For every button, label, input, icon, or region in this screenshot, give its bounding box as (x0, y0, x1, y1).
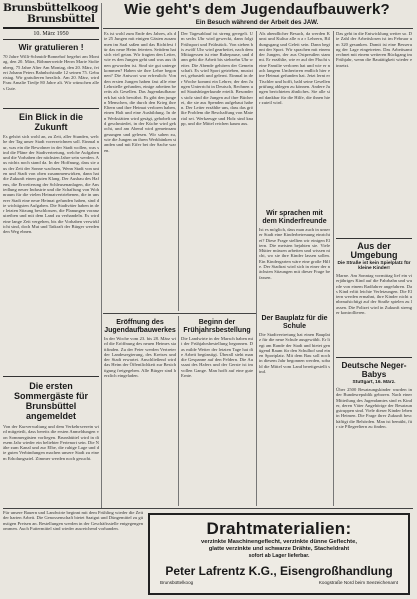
column-rule (178, 316, 179, 506)
column-rule (101, 3, 102, 508)
umgebung-kicker: Die Straße ist kein Spielplatz für kleine Kinder! (337, 261, 411, 271)
greeting-heading: Wir gratulieren ! (18, 42, 84, 52)
eroeffnung-section (104, 316, 176, 506)
ad-foot-left: Brunsbüttelkoog (160, 580, 194, 585)
right-top-text: Das geht in die Entwicklung weiter so. Die Zahl der Arbeitslosen ist im Februar um 320 gesunken. Damit ist eine Besserung der Lage eingetreten. Das Arbeitsamt rechnet mit einem weiteren Rückgang im Frühjahr, wenn die Bautätigkeit wieder einsetzt. (336, 31, 412, 68)
schule-heading: Der Bauplatz für die Schule (261, 315, 328, 330)
ad-line-1: verzinkte Maschinengeflecht, verzinkte dünne Geflechte, (201, 539, 357, 545)
ad-line-3: sofort ab Lager lieferbar. (248, 553, 310, 559)
sommer-text: Von der Kurverwaltung und dem Verkehrsverein wird mitgeteilt, dass bereits die ersten Anmeldungen von Sommergästen vorliegen. Brunsbüttel wird in diesem Jahr wieder ein beliebter Ferienort sein. Die Nähe zum Kanal und zur Elbe, die ruhige Lage und die guten Verbindungen machen unsere Stadt zu einem Erholungsziel. Zimmer werden noch gesucht. (3, 424, 99, 461)
article-column-2: Der Tagesablauf ist streng geregelt. Um sechs Uhr wird geweckt, dann folgt Frühsport und Frühstück. Von sieben bis zwölf Uhr wird gearbeitet, nach dem Mittagessen ist eine Ruhepause, und dann geht die Arbeit bis siebzehn Uhr weiter. Die Abende gehören der Gemeinschaft. Es wird Sport getrieben, musiziert, gebastelt und gelernt. Einmal in der Woche kommt ein Lehrer, der den Jungen Unterricht in Deutsch, Rechnen und Staatsbürgerkunde erteilt. Besonders stolz sind die Jungen auf ihre Bücherei, die sie aus Spenden aufgebaut haben. Der Leiter erzählte uns, dass das größte Problem die Beschaffung von Material sei. Werkzeuge und Holz sind knapp, und die Mittel reichen kaum aus. (181, 31, 253, 127)
column-rule (256, 31, 257, 311)
masthead (3, 3, 99, 25)
fruehjahr-section (181, 316, 253, 506)
bottom-rule (3, 508, 413, 509)
article-header (102, 2, 412, 26)
umgebung-text: Marne. Am Sonntag vormittag lief ein vierjähriges Kind auf die Fahrbahn und wurde von einem Radfahrer angefahren. Das Kind erlitt leichte Verletzungen. Die Eltern werden ermahnt, ihre Kinder nicht unbeaufsichtigt auf der Straße spielen zu lassen. Die Polizei wird in Zukunft strenger kontrollieren. (336, 273, 412, 316)
divider (336, 238, 412, 239)
fruehjahr-heading: Beginn der Frühjahrsbestellung (183, 319, 251, 334)
divider (336, 357, 412, 358)
divider (3, 108, 99, 109)
masthead-rule (3, 27, 99, 29)
ad-footer (150, 578, 408, 585)
kinder-heading: Wir sprachen mit dem Kinderfreunde (262, 210, 327, 225)
divider (3, 376, 99, 377)
article-column-3: Als abendlicher Besuch, da werden Kunst und Kultur alle n a r Lehrern, Bildungsgang und Geleit sein. Dann beginnt der Sport. Wir sprachen mit einem der Jungen, der aus Ostpreußen stammt. Er erzählte, wie er auf der Flucht seine Familie verloren hat und wie er nach langem Umherirren endlich hier eine Heimat gefunden hat. Jetzt lernt er Tischler und hofft, bald seine Gesellenprüfung ablegen zu können. Andere Jungen berichteten ähnliches. Sie alle sind dankbar für die Hilfe, die ihnen hier zuteil wird. (259, 31, 330, 105)
dateline: 10. März 1950 (33, 31, 69, 37)
ad-title: Drahtmaterialien: (206, 519, 352, 538)
ad-company: Peter Lafrentz K.G., Eisengroßhandlung (165, 564, 393, 578)
greeting-text: 70 Jahre Willi-Schmidt-Bonnehof begehrt am Montag, den 20. März, Böhmerweide Herrn Marie Stoltenberg. 75 Jahre Alter Am Montag, den 20. März, feiert Johann Peters Bahnhofstraße 12 seinen 75. Geburtstag. Wir gratulieren herzlich. Am 20. März, wird Frau Amalie Tiedje 80 Jahre alt. Wir wünschen alles Gute. (3, 54, 99, 91)
blick-text: Es gehört sich wohl an, zu Zeit, aller Stunden, welche der Tag unser Stadt vorerzeichnen soll. Einmal nur, was ein die Bewohner in der Stadt wollen, was sind die Pläne der Stadtvertretung, welche Aufgaben und die Vorhaben der nächsten Jahre sein werden. Aus nichts noch stand da. In der Hoffnung, dass sie aus der Zeit der Sonne wachsen, Wenn Stadt von unten und Stadt von oben zusammenwirken, dann hat die Zukunft einen guten Klang. Der Ausbau des Hafens, die Erweiterung der Schleusenanlagen, die Ansiedlung neuer Industrie und die Schaffung von Wohnraum für die vielen Heimatvertriebenen, die in unserer Stadt eine neue Heimat gefunden haben, sind die wichtigsten Aufgaben. Die Stadtväter haben in der letzten Sitzung beschlossen, die Planungen voranzutreiben und mit dem Land zu verhandeln. Es wird eine lange Zeit vergehen, bis die Vorhaben verwirklicht sind, doch Mut und Tatkraft der Bürger werden den Weg ebnen. (3, 134, 99, 235)
column-rule (333, 31, 334, 506)
bottom-left-text: Für unsere Bauern und Landwirte beginnt mit dem Frühling wieder die Zeit der harten Arbeit. Die Genossenschaft bietet Saatgut und Düngemittel zu günstigen Preisen an. Bestellungen werden in der Geschäftsstelle entgegengenommen. Auch Futtermittel sind wieder ausreichend vorhanden. (3, 510, 143, 531)
umgebung-heading: Aus der Umgebung (350, 241, 398, 260)
neger-kicker: Stuttgart, 16. März. (352, 380, 396, 385)
kinder-text: Ist es möglich, dass man auch in unserer Stadt eine Kinderbetreuung einrichtet? Diese Frage stellten wir einigen Eltern. Die meisten bejahten sie. Viele Mütter müssen arbeiten und wissen nicht, wo sie ihre Kinder lassen sollen. Ein Kindergarten wäre eine große Hilfe. Der Stadtrat wird sich in einer der nächsten Sitzungen mit dieser Frage befassen. (259, 227, 330, 280)
eroeffnung-text: In der Woche vom 23. bis 28. März wird die Eröffnung des neuen Heimes stattfinden. Zu der Feier werden Vertreter der Landesregierung, des Kreises und der Stadt erwartet. Anschließend wird das Heim der Öffentlichkeit zur Besichtigung freigegeben. Alle Bürger sind herzlich eingeladen. (104, 336, 176, 379)
bottom-left-article (3, 510, 143, 596)
article-title: Wie geht's dem Jugendaufbauwerk? (124, 1, 390, 18)
divider (3, 39, 99, 40)
kinder-section (259, 207, 330, 317)
left-column (3, 3, 99, 506)
masthead-title-2: Brunsbüttel (27, 13, 95, 25)
ad-line-2: glatte verzinkte und schwarze Drähte, Stacheldraht (208, 546, 350, 552)
column-rule (256, 310, 257, 506)
schule-section (259, 312, 330, 507)
neger-text: Über 2500 Besatzungskinder wurden in der Bundesrepublik geboren. Nach einer Mitteilung des Jugendamtes sind es Kinder, deren Väter Angehörige der Besatzungstruppen sind. Viele dieser Kinder leben in Heimen. Die Frage ihrer Zukunft beschäftigt die Behörden. Man ist bemüht, für sie Pflegeeltern zu finden. (336, 387, 412, 430)
article-subtitle: Ein Besuch während der Arbeit des JAW. (195, 19, 319, 26)
title-rule (103, 28, 413, 29)
right-column (336, 31, 412, 505)
neger-heading: Deutsche Neger-Babys (341, 361, 407, 379)
column-rule (178, 31, 179, 311)
section-rule (103, 313, 256, 314)
masthead-title-1: Brunsbüttelkoog (3, 2, 99, 14)
advertisement (148, 513, 410, 595)
fruehjahr-text: Die Landwirte in der Marsch haben mit der Frühjahrsbestellung begonnen. Das milde Wetter der letzten Tage hat die Arbeit begünstigt. Überall sieht man die Gespanne auf den Feldern. Die Aussaat des Hafers und der Gerste ist im vollen Gange. Man hofft auf eine gute Ernte. (181, 336, 253, 379)
eroeffnung-heading: Eröffnung des Jugendaufbauwerkes (104, 319, 176, 334)
schule-text: Die Stadtvertretung hat einen Bauplatz für die neue Schule ausgewählt. Er liegt am Rande der Stadt und bietet genügend Raum für den Schulhof und einen Sportplatz. Mit dem Bau soll noch in diesem Jahr begonnen werden, sobald die Mittel vom Land bereitgestellt sind. (259, 332, 330, 375)
sommer-heading: Die ersten Sommergäste für Brunsbüttel angemeldet (13, 381, 89, 421)
ad-foot-right: Koogstraße Nord beim Seezeichenamt (318, 580, 398, 585)
article-column-1: Es ist wohl zum Ende des Jahres, als die 25 Jungen mit einigen Gästen zusammen im Saal saßen und das Richtfest für das neue Heim feierten. Seitdem hat sich viel getan. Wir fragten den Leiter, wie es den Jungen geht und was aus ihnen geworden ist. Sind sie gut untergekommen? Haben sie ihre Lehre begonnen? Die Antwort war erfreulich: Von den ersten Jungen haben fast alle eine Lehrstelle gefunden, einige arbeiten bereits als Gesellen. Das Jugendaufbauwerk hat sich bewährt. Es gibt den jungen Menschen, die durch den Krieg ihre Eltern und ihre Heimat verloren haben, einen Halt und eine Ausbildung. In den Werkstätten wird gesägt, gehobelt und geschmiedet, in der Küche wird gekocht, und am Abend wird gemeinsam gesungen und gelesen. Wir sahen zu, wie die Jungen an ihren Werkbänken standen und mit Eifer bei der Sache waren. (104, 31, 176, 153)
blick-heading: Ein Blick in die Zukunft (18, 112, 83, 132)
